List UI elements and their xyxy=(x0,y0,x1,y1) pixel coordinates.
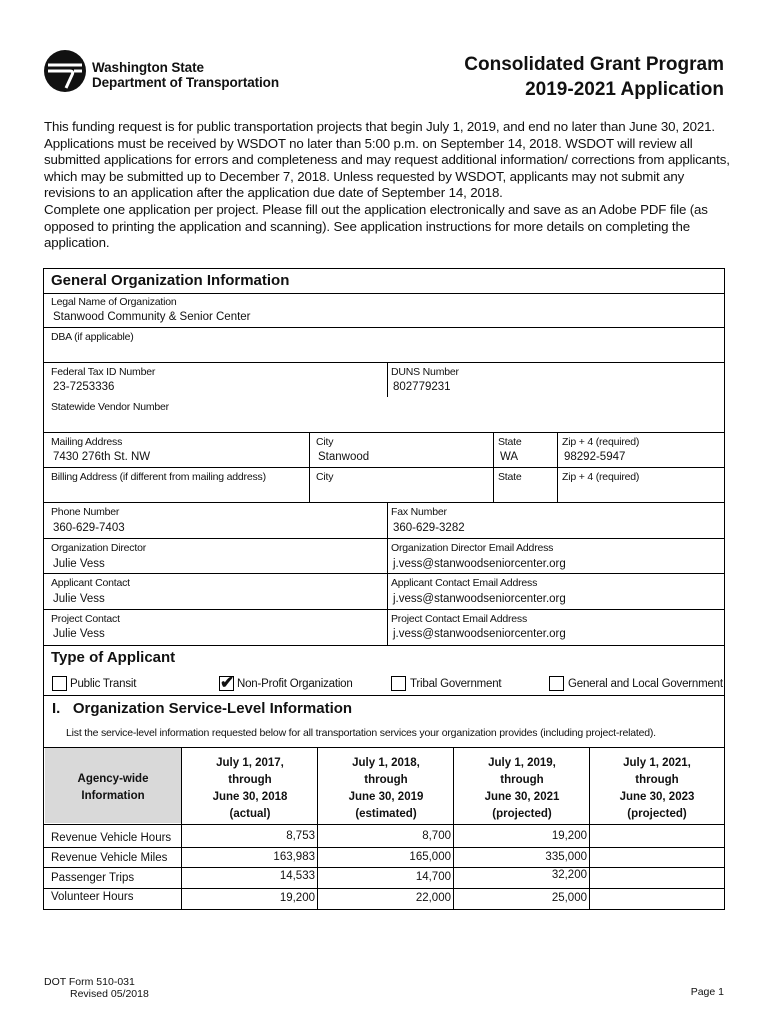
cell-pt-2019[interactable]: 32,200 xyxy=(551,869,587,881)
checkbox-general-local-government[interactable] xyxy=(549,676,564,691)
fax-label: Fax Number xyxy=(391,506,447,518)
row-label-volunteer-hours: Volunteer Hours xyxy=(51,891,134,903)
revised-date: Revised 05/2018 xyxy=(70,988,149,1000)
row-label-passenger-trips: Passenger Trips xyxy=(51,872,135,884)
cell-rvh-2018[interactable]: 8,700 xyxy=(422,830,451,842)
mailing-address-label: Mailing Address xyxy=(51,436,123,448)
director-email-label: Organization Director Email Address xyxy=(391,542,554,554)
col-2019-line4: (projected) xyxy=(492,808,552,820)
col-2021-line3: June 30, 2023 xyxy=(619,791,695,803)
row-label-revenue-vehicle-hours: Revenue Vehicle Hours xyxy=(51,832,172,844)
state-field[interactable]: WA xyxy=(500,451,519,463)
col-2019-line3: June 30, 2021 xyxy=(484,791,560,803)
form-number: DOT Form 510-031 xyxy=(44,976,135,988)
vendor-field[interactable] xyxy=(53,416,653,429)
applicant-contact-label: Applicant Contact xyxy=(51,577,130,589)
city-label: City xyxy=(316,436,334,448)
col-2018-line1: July 1, 2018, xyxy=(352,757,420,769)
director-field[interactable]: Julie Vess xyxy=(53,558,105,570)
col-2021-line1: July 1, 2021, xyxy=(623,757,691,769)
row-label-revenue-vehicle-miles: Revenue Vehicle Miles xyxy=(51,852,168,864)
col-2021-line4: (projected) xyxy=(627,808,687,820)
project-contact-label: Project Contact xyxy=(51,613,120,625)
phone-field[interactable]: 360-629-7403 xyxy=(53,522,125,534)
vendor-label: Statewide Vendor Number xyxy=(51,401,169,413)
legal-name-label: Legal Name of Organization xyxy=(51,296,177,308)
cell-vh-2017[interactable]: 19,200 xyxy=(279,892,315,904)
col-2019-line2: through xyxy=(500,774,544,786)
col-2018-line3: June 30, 2019 xyxy=(348,791,424,803)
applicant-email-label: Applicant Contact Email Address xyxy=(391,577,538,589)
billing-zip-label: Zip + 4 (required) xyxy=(562,471,640,483)
cell-rvh-2021[interactable] xyxy=(592,830,722,843)
col-2017-line3: June 30, 2018 xyxy=(212,791,288,803)
director-email-field[interactable]: j.vess@stanwoodseniorcenter.org xyxy=(393,558,566,570)
duns-field[interactable]: 802779231 xyxy=(393,381,451,393)
col-2021-line2: through xyxy=(635,774,679,786)
option-general-local-government-label: General and Local Government xyxy=(568,678,723,690)
general-info-heading: General Organization Information xyxy=(51,272,290,289)
tax-id-label: Federal Tax ID Number xyxy=(51,366,156,378)
title-line1: Consolidated Grant Program xyxy=(464,54,724,75)
director-label: Organization Director xyxy=(51,542,147,554)
col-2017-line1: July 1, 2017, xyxy=(216,757,284,769)
zip-label: Zip + 4 (required) xyxy=(562,436,640,448)
col-2019-header xyxy=(454,755,590,823)
city-field[interactable]: Stanwood xyxy=(318,451,370,463)
cell-vh-2018[interactable]: 22,000 xyxy=(415,892,451,904)
intro-paragraph-1: This funding request is for public transportation projects that begin July 1, 2019, and end no later than June 30, 2021. Applications must be received by WSDOT no later than 5:00 p.m. on September 14, 2018. WSDOT will review all submitted applications for errors and completeness and may request additional information/ corrections from applicants, which may be submitted up to December 7, 2018. Unless requested by WSDOT, applicants may not submit any revisions to an application after the application due date of September 14, 2018. xyxy=(44,119,730,200)
cell-rvm-2019[interactable]: 335,000 xyxy=(545,851,587,863)
phone-label: Phone Number xyxy=(51,506,120,518)
option-public-transit-label: Public Transit xyxy=(70,678,137,690)
checkbox-public-transit[interactable] xyxy=(52,676,67,691)
duns-label: DUNS Number xyxy=(391,366,459,378)
cell-pt-2018[interactable]: 14,700 xyxy=(415,871,451,883)
col-2018-line4: (estimated) xyxy=(355,808,417,820)
service-level-heading: I. Organization Service-Level Information xyxy=(52,700,353,717)
col-2017-line2: through xyxy=(228,774,272,786)
cell-vh-2021[interactable] xyxy=(592,892,722,905)
page-number: Page 1 xyxy=(690,986,724,998)
cell-vh-2019[interactable]: 25,000 xyxy=(551,892,587,904)
application-form xyxy=(43,268,725,910)
billing-city-label: City xyxy=(316,471,334,483)
checkbox-tribal-government[interactable] xyxy=(391,676,406,691)
col-2017-header xyxy=(182,755,318,823)
org-line1: Washington State xyxy=(92,60,204,75)
wsdot-logo-icon xyxy=(44,50,86,92)
checkmark-icon: ✔ xyxy=(220,673,235,692)
cell-rvh-2017[interactable]: 8,753 xyxy=(286,830,315,842)
cell-pt-2017[interactable]: 14,533 xyxy=(279,870,315,882)
dba-field[interactable] xyxy=(53,346,653,359)
tax-id-field[interactable]: 23-7253336 xyxy=(53,381,115,393)
cell-rvm-2017[interactable]: 163,983 xyxy=(273,851,315,863)
billing-address-label: Billing Address (if different from mailing address) xyxy=(51,471,266,483)
billing-state-label: State xyxy=(498,471,522,483)
fax-field[interactable]: 360-629-3282 xyxy=(393,522,465,534)
cell-rvh-2019[interactable]: 19,200 xyxy=(551,830,587,842)
mailing-address-field[interactable]: 7430 276th St. NW xyxy=(53,451,151,463)
legal-name-field[interactable]: Stanwood Community & Senior Center xyxy=(53,311,251,323)
org-name xyxy=(92,60,279,90)
option-tribal-government-label: Tribal Government xyxy=(410,678,502,690)
agency-wide-header: Agency-wide Information xyxy=(77,773,149,802)
col-2018-header xyxy=(318,755,454,823)
applicant-contact-field[interactable]: Julie Vess xyxy=(53,593,105,605)
project-email-label: Project Contact Email Address xyxy=(391,613,528,625)
col-2021-header xyxy=(590,755,724,823)
applicant-type-heading: Type of Applicant xyxy=(51,649,176,666)
document-title xyxy=(464,52,724,102)
dba-label: DBA (if applicable) xyxy=(51,331,134,343)
applicant-email-field[interactable]: j.vess@stanwoodseniorcenter.org xyxy=(393,593,566,605)
title-line2: 2019-2021 Application xyxy=(525,79,724,100)
cell-pt-2021[interactable] xyxy=(592,871,722,884)
state-label: State xyxy=(498,436,522,448)
col-2017-line4: (actual) xyxy=(229,808,271,820)
intro-paragraph-2: Complete one application per project. Please fill out the application electronically and save as an Adobe PDF file (as opposed to printing the application and scanning). See application instructions for more details on completing the application. xyxy=(44,202,708,250)
cell-rvm-2021[interactable] xyxy=(592,851,722,864)
col-2019-line1: July 1, 2019, xyxy=(488,757,556,769)
org-line2: Department of Transportation xyxy=(92,75,279,90)
option-non-profit-label: Non-Profit Organization xyxy=(237,678,353,690)
cell-rvm-2018[interactable]: 165,000 xyxy=(409,851,451,863)
project-contact-field[interactable]: Julie Vess xyxy=(53,628,105,640)
zip-field[interactable]: 98292-5947 xyxy=(564,451,626,463)
service-level-instructions: List the service-level information requested below for all transportation services your organization provides (including project-related). xyxy=(66,727,656,739)
project-email-field[interactable]: j.vess@stanwoodseniorcenter.org xyxy=(393,628,566,640)
col-2018-line2: through xyxy=(364,774,408,786)
